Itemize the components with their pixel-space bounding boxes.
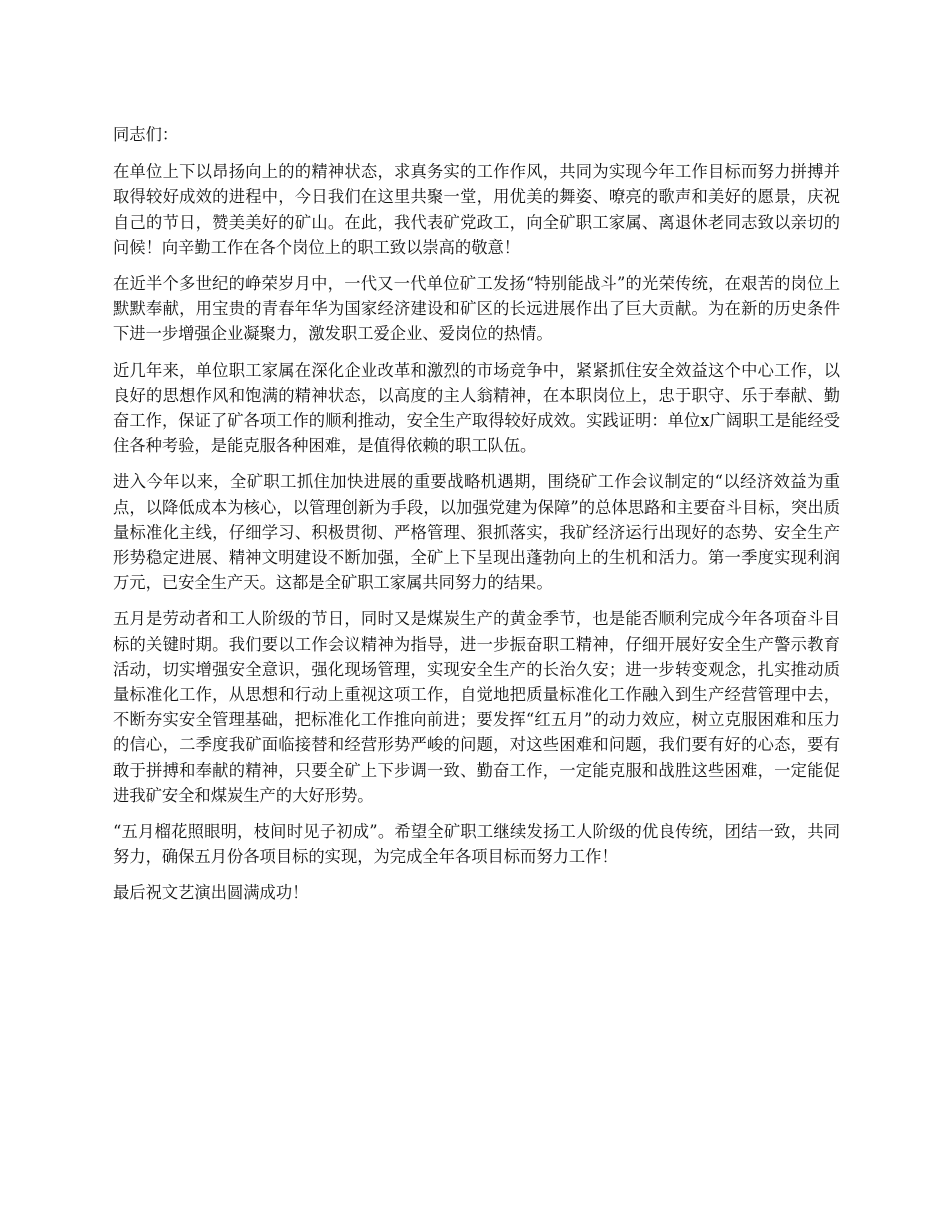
salutation: 同志们： [113,125,179,144]
document-page [113,122,840,917]
paragraph-may-tasks: 五月是劳动者和工人阶级的节日，同时又是煤炭生产的黄金季节，也是能否顺利完成今年各项奋斗目标的关键时期。我们要以工作会议精神为指导，进一步振奋职工精神，仔细开展好安全生产警示教育活动，切实增强安全意识，强化现场管理，实现安全生产的长治久安；进一步转变观念，扎实推动质量标准化工作，从思想和行动上重视这项工作，自觉地把质量标准化工作融入到生产经营管理中去，不断夯实安全管理基础，把标准化工作推向前进；要发挥“红五月”的动力效应，树立克服困难和压力的信心，二季度我矿面临接替和经营形势严峻的问题，对这些困难和问题，我们要有好的心态，要有敢于拼搏和奉献的精神，只要全矿上下步调一致、勤奋工作，一定能克服和战胜这些困难，一定能促进我矿安全和煤炭生产的大好形势。 [113,609,840,805]
paragraph-opening-greeting: 在单位上下以昂扬向上的的精神状态，求真务实的工作作风，共同为实现今年工作目标而努力拼搏并取得较好成效的进程中，今日我们在这里共聚一堂，用优美的舞姿、嘹亮的歌声和美好的愿景，庆祝自己的节日，赞美美好的矿山。在此，我代表矿党政工，向全矿职工家属、离退休老同志致以亲切的问候！向辛勤工作在各个岗位上的职工致以崇高的敬意！ [113,162,840,257]
paragraph-closing: 最后祝文艺演出圆满成功！ [113,883,309,903]
paragraph-this-year: 进入今年以来，全矿职工抓住加快进展的重要战略机遇期，围绕矿工作会议制定的“以经济效益为重点，以降低成本为核心，以管理创新为手段，以加强党建为保障”的总体思路和主要奋斗目标，突出质量标准化主线，仔细学习、积极贯彻、严格管理、狠抓落实，我矿经济运行出现好的态势、安全生产形势稳定进展、精神文明建设不断加强，全矿上下呈现出蓬勃向上的生机和活力。第一季度实现利润万元，已安全生产天。这都是全矿职工家属共同努力的结果。 [113,472,840,593]
paragraph-hope: “五月榴花照眼明，枝间时见子初成”。希望全矿职工继续发扬工人阶级的优良传统，团结一致，共同努力，确保五月份各项目标的实现，为完成全年各项目标而努力工作！ [113,822,840,867]
paragraph-history: 在近半个多世纪的峥荣岁月中，一代又一代单位矿工发扬“特别能战斗”的光荣传统，在艰苦的岗位上默默奉献，用宝贵的青春年华为国家经济建设和矿区的长远进展作出了巨大贡献。为在新的历史条件下进一步增强企业凝聚力，激发职工爱企业、爱岗位的热情。 [113,274,840,344]
paragraph-recent-years: 近几年来，单位职工家属在深化企业改革和激烈的市场竞争中，紧紧抓住安全效益这个中心工作，以良好的思想作风和饱满的精神状态，以高度的主人翁精神，在本职岗位上，忠于职守、乐于奉献、勤奋工作，保证了矿各项工作的顺利推动，安全生产取得较好成效。实践证明：单位x广阔职工是能经受住各种考验，是能克服各种困难，是值得依赖的职工队伍。 [113,360,840,456]
